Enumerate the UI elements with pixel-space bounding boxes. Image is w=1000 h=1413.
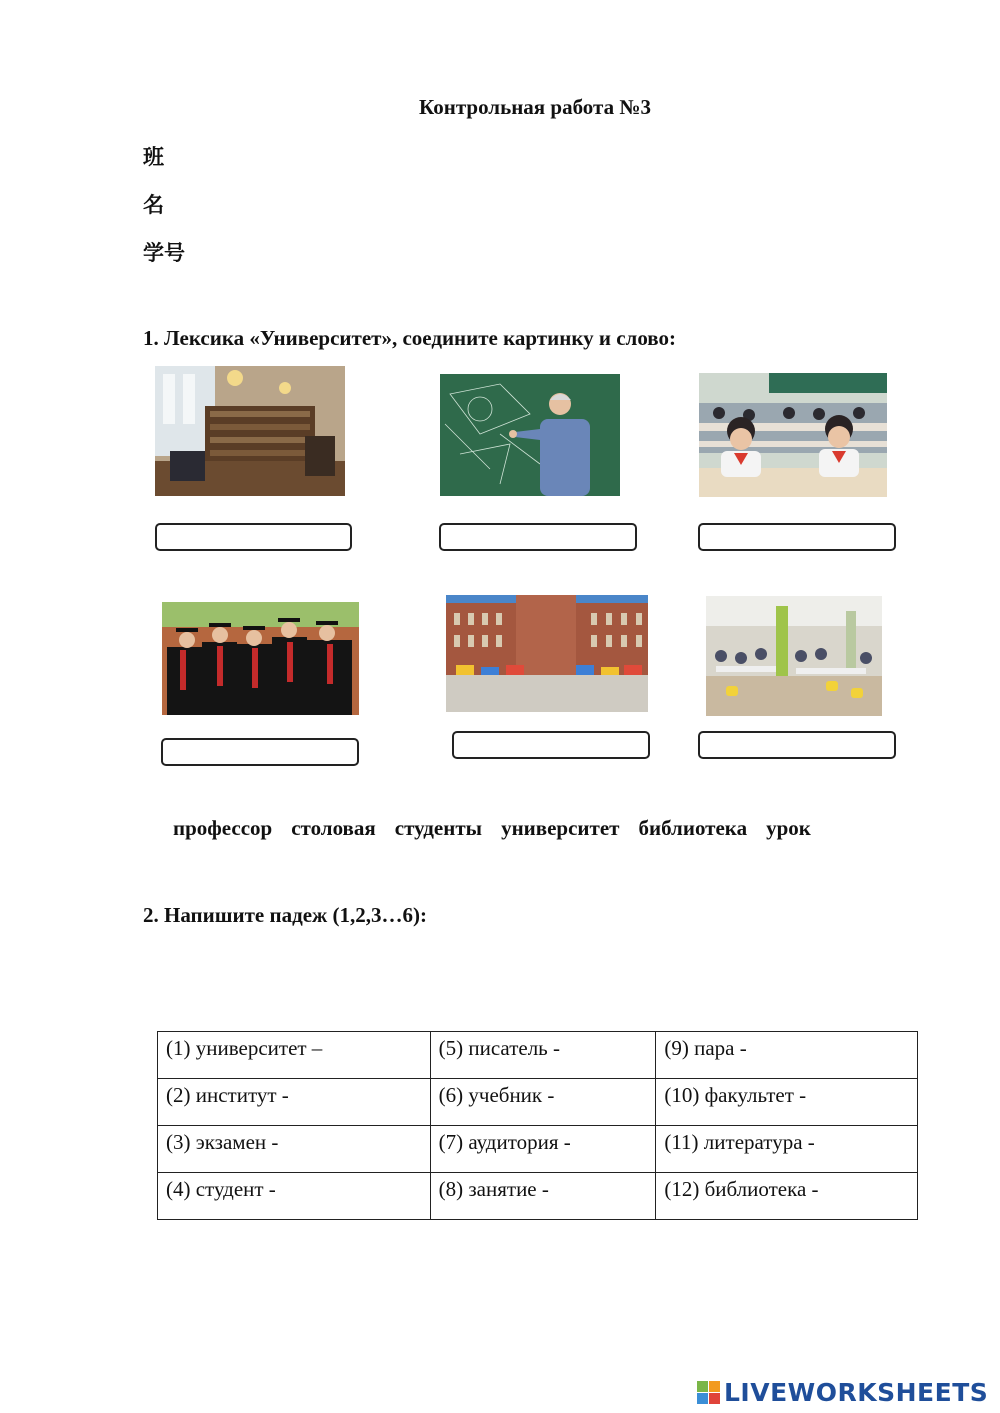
word-bank-item: библиотека [638,816,748,840]
word-bank-item: университет [501,816,620,840]
word-bank-item: урок [766,816,811,840]
answer-box-3[interactable] [698,523,896,551]
question-2-heading: 2. Напишите падеж (1,2,3…6): [143,903,427,927]
table-row [158,1173,918,1220]
question-1-heading: 1. Лексика «Университет», соедините картинку и слово: [143,326,676,350]
answer-box-2[interactable] [439,523,637,551]
table-row [158,1032,918,1079]
liveworksheets-logo [697,1378,988,1407]
professor-photo [440,374,620,496]
cases-table [157,1031,918,1220]
answer-box-6[interactable] [698,731,896,759]
table-cell[interactable]: (11) литература - [656,1126,918,1173]
answer-box-5[interactable] [452,731,650,759]
table-cell[interactable]: (12) библиотека - [656,1173,918,1220]
graduates-photo [162,602,359,715]
table-cell[interactable]: (4) студент - [158,1173,431,1220]
table-cell[interactable]: (6) учебник - [430,1079,656,1126]
word-bank-item: студенты [394,816,483,840]
table-row [158,1126,918,1173]
table-cell[interactable]: (2) институт - [158,1079,431,1126]
answer-box-1[interactable] [155,523,352,551]
page-title: Контрольная работа №3 [419,95,651,119]
word-bank-item: профессор [173,816,273,840]
class-field-label: 班 [143,145,164,169]
table-row [158,1079,918,1126]
answer-box-4[interactable] [161,738,359,766]
name-field-label: 名 [143,193,164,217]
student-id-field-label: 学号 [143,241,185,265]
library-photo [155,366,345,496]
word-bank-item: столовая [291,816,376,840]
logo-mark-icon [697,1381,720,1404]
word-bank [173,816,830,841]
table-cell[interactable]: (1) университет – [158,1032,431,1079]
table-cell[interactable]: (3) экзамен - [158,1126,431,1173]
table-cell[interactable]: (9) пара - [656,1032,918,1079]
table-cell[interactable]: (8) занятие - [430,1173,656,1220]
table-cell[interactable]: (10) факультет - [656,1079,918,1126]
logo-text: LIVEWORKSHEETS [724,1378,989,1407]
canteen-photo [706,596,882,716]
table-cell[interactable]: (7) аудитория - [430,1126,656,1173]
classroom-photo [699,373,887,497]
university-building-photo [446,595,648,712]
table-cell[interactable]: (5) писатель - [430,1032,656,1079]
